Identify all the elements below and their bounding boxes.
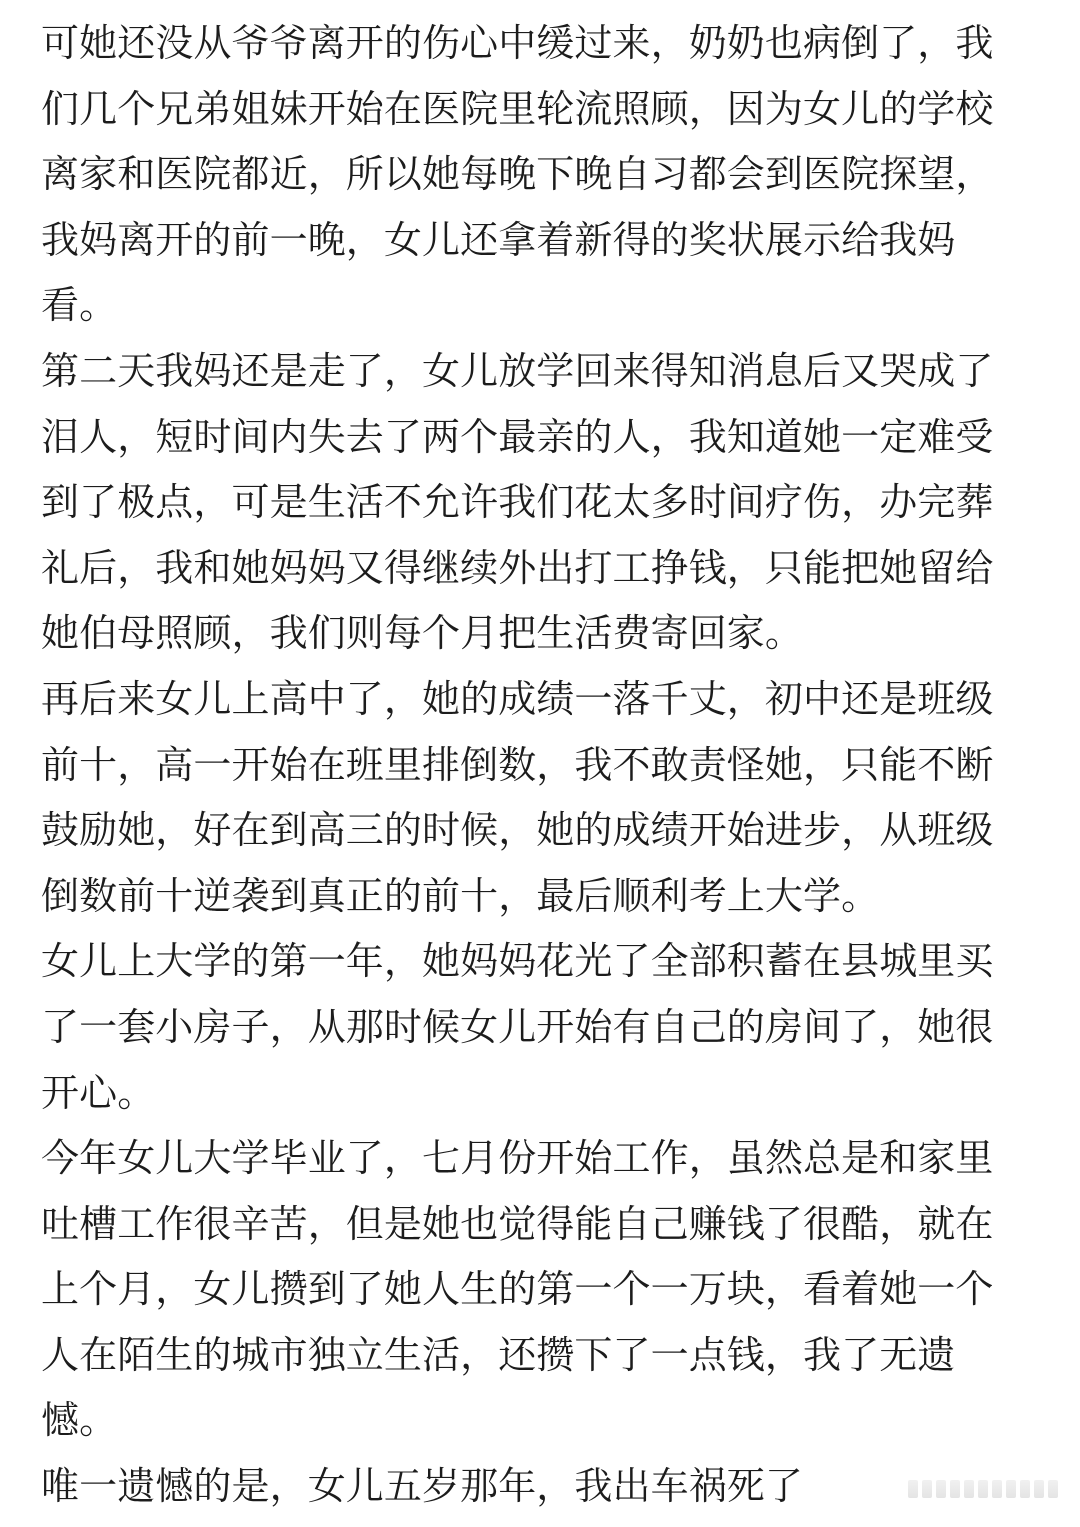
watermark-mark [950, 1480, 960, 1498]
text-line: 倒数前十逆袭到真正的前十，最后顺利考上大学。 [41, 873, 880, 918]
paragraph [41, 1126, 1041, 1454]
text-line: 我妈离开的前一晚，女儿还拿着新得的奖状展示给我妈 [41, 217, 956, 262]
text-line: 第二天我妈还是走了，女儿放学回来得知消息后又哭成了 [41, 348, 994, 393]
text-line: 唯一遗憾的是，女儿五岁那年，我出车祸死了 [41, 1464, 804, 1509]
text-line: 鼓励她，好在到高三的时候，她的成绩开始进步，从班级 [41, 808, 994, 853]
watermark-mark [1034, 1480, 1044, 1498]
text-line: 们几个兄弟姐妹开始在医院里轮流照顾，因为女儿的学校 [41, 86, 994, 131]
watermark-mark [908, 1480, 918, 1498]
text-line: 泪人，短时间内失去了两个最亲的人，我知道她一定难受 [41, 414, 994, 459]
text-line: 可她还没从爷爷离开的伤心中缓过来，奶奶也病倒了，我 [41, 21, 994, 65]
text-line: 女儿上大学的第一年，她妈妈花光了全部积蓄在县城里买 [41, 939, 994, 984]
text-line: 憾。 [41, 1398, 118, 1443]
text-line: 人在陌生的城市独立生活，还攒下了一点钱，我了无遗 [41, 1332, 956, 1377]
text-line: 今年女儿大学毕业了，七月份开始工作，虽然总是和家里 [41, 1136, 994, 1181]
paragraph [41, 11, 1041, 339]
watermark-mark [922, 1480, 932, 1498]
watermark-mark [978, 1480, 988, 1498]
watermark-mark [1020, 1480, 1030, 1498]
text-line: 前十，高一开始在班里排倒数，我不敢责怪她，只能不断 [41, 742, 994, 787]
text-line: 离家和医院都近，所以她每晚下晚自习都会到医院探望， [41, 152, 994, 197]
text-line: 看。 [41, 283, 118, 328]
watermark-mark [936, 1480, 946, 1498]
text-line: 吐槽工作很辛苦，但是她也觉得能自己赚钱了很酷，就在 [41, 1201, 994, 1246]
watermark-mark [964, 1480, 974, 1498]
paragraph [41, 667, 1041, 929]
text-line: 开心。 [41, 1070, 156, 1115]
watermark [888, 1477, 1058, 1501]
text-line: 再后来女儿上高中了，她的成绩一落千丈，初中还是班级 [41, 676, 994, 721]
text-line: 上个月，女儿攒到了她人生的第一个一万块，看着她一个 [41, 1267, 994, 1312]
text-line: 礼后，我和她妈妈又得继续外出打工挣钱，只能把她留给 [41, 545, 994, 590]
watermark-mark [992, 1480, 1002, 1498]
paragraph [41, 929, 1041, 1126]
article-body [41, 11, 1041, 1520]
paragraph [41, 339, 1041, 667]
watermark-mark [1006, 1480, 1016, 1498]
text-line: 了一套小房子，从那时候女儿开始有自己的房间了，她很 [41, 1004, 994, 1049]
watermark-mark [1048, 1480, 1058, 1498]
text-line: 到了极点，可是生活不允许我们花太多时间疗伤，办完葬 [41, 480, 994, 525]
text-line: 她伯母照顾，我们则每个月把生活费寄回家。 [41, 611, 804, 656]
